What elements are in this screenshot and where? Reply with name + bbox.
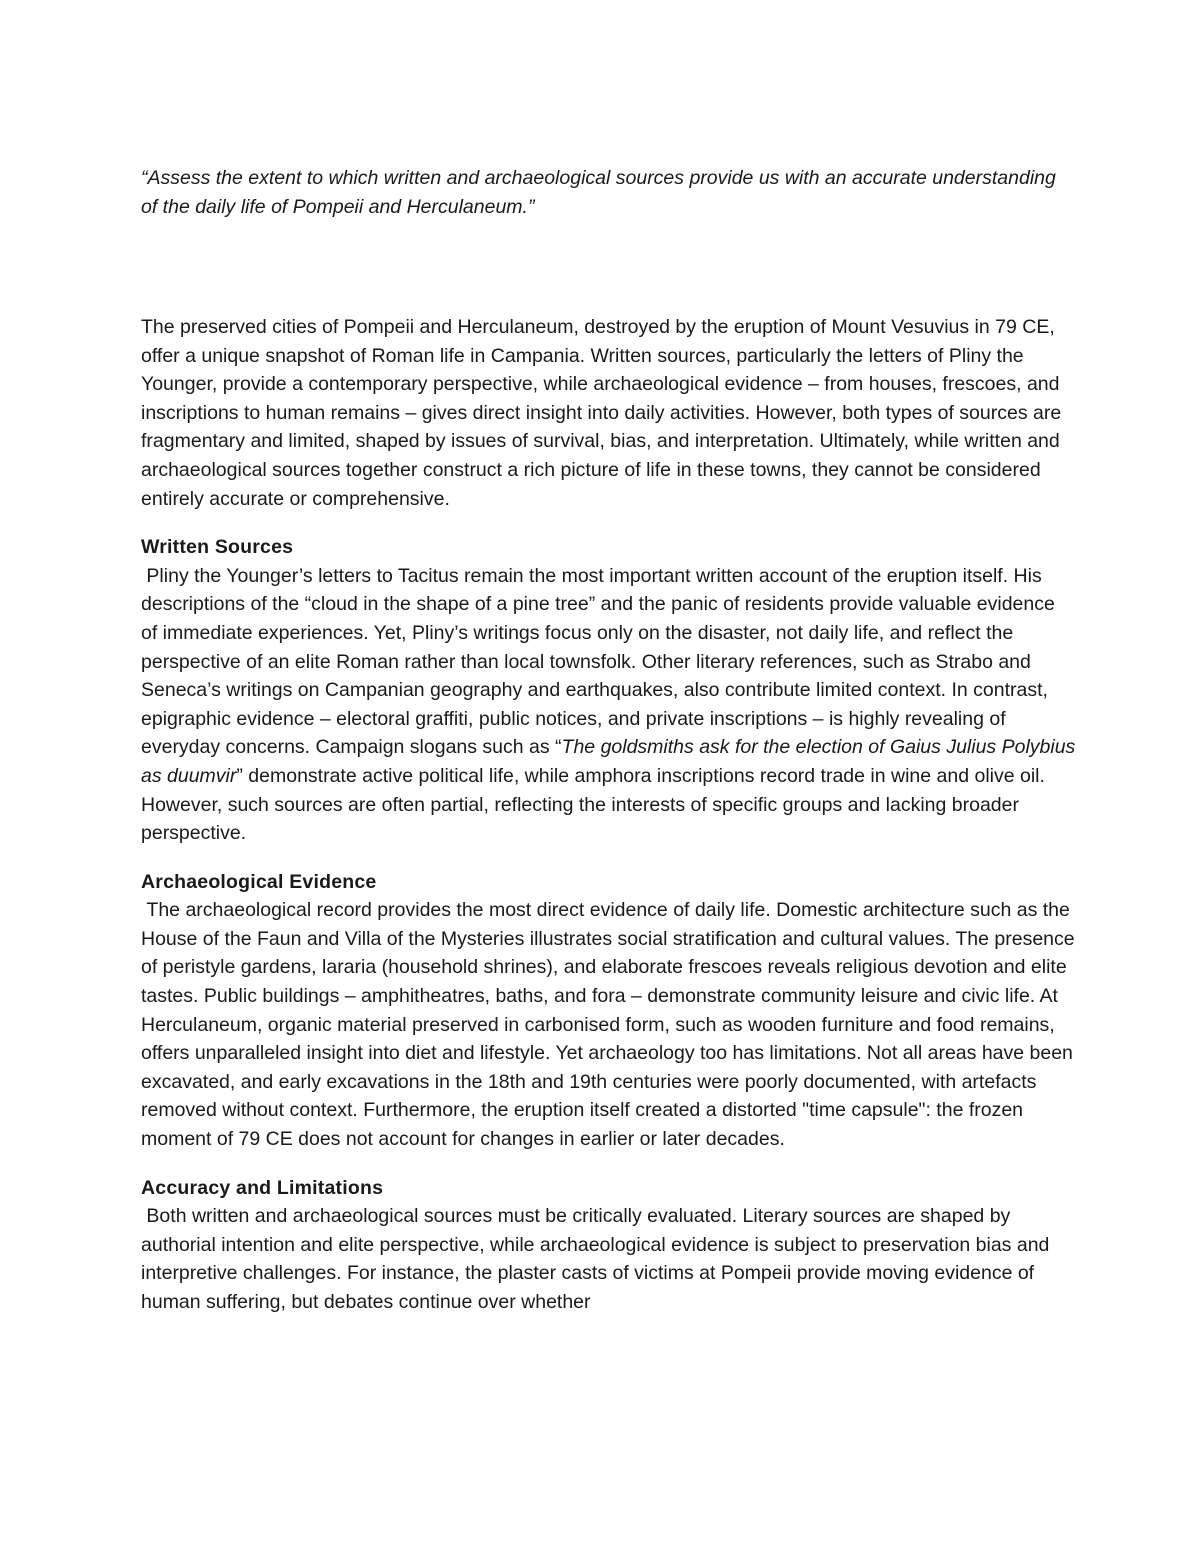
section-body (141, 1202, 1076, 1316)
section-body (141, 896, 1076, 1153)
intro-paragraph: The preserved cities of Pompeii and Herculaneum, destroyed by the eruption of Mount Vesuvius in 79 CE, offer a unique snapshot of Roman life in Campania. Written sources, particularly the letters of Pliny the Younger, provide a contemporary perspective, while archaeological evidence – from houses, frescoes, and inscriptions to human remains – gives direct insight into daily activities. However, both types of sources are fragmentary and limited, shaped by issues of survival, bias, and interpretation. Ultimately, while written and archaeological sources together construct a rich picture of life in these towns, they cannot be considered entirely accurate or comprehensive. (141, 316, 1062, 510)
section-heading: Written Sources (141, 536, 294, 559)
body-text: Pliny the Younger’s letters to Tacitus remain the most important written account of the eruption itself. His descriptions of the “cloud in the shape of a pine tree” and the panic of residents provide valuable evidence of immediate experiences. Yet, Pliny’s writings focus only on the disaster, not daily life, and reflect the perspective of an elite Roman rather than local townsfolk. Other literary references, such as Strabo and Seneca’s writings on Campanian geography and earthquakes, also contribute limited context. In contrast, epigraphic evidence – electoral graffiti, public notices, and private inscriptions – is highly revealing of everyday concerns. Campaign slogans such as “ (141, 564, 1055, 759)
body-text: The archaeological record provides the most direct evidence of daily life. Domestic architecture such as the House of the Faun and Villa of the Mysteries illustrates social stratification and cultural values. The presence of peristyle gardens, lararia (household shrines), and elaborate frescoes reveals religious devotion and elite tastes. Public buildings – amphitheatres, baths, and fora – demonstrate community leisure and civic life. At Herculaneum, organic material preserved in carbonised form, such as wooden furniture and food remains, offers unparalleled insight into diet and lifestyle. Yet archaeology too has limitations. Not all areas have been excavated, and early excavations in the 18th and 19th centuries were poorly documented, with artefacts removed without context. Furthermore, the eruption itself created a distorted "time capsule": the frozen moment of 79 CE does not account for changes in earlier or later decades. (141, 899, 1075, 1151)
section-accuracy-limitations (141, 1174, 1076, 1317)
section-heading: Accuracy and Limitations (141, 1176, 384, 1199)
campaign-slogan-quote: The goldsmiths ask for the election of Gaius Julius Polybius as duumvir (141, 736, 1076, 787)
body-text: Both written and archaeological sources must be critically evaluated. Literary sources are shaped by authorial intention and elite perspective, while archaeological evidence is subject to preservation bias and interpretive challenges. For instance, the plaster casts of victims at Pompeii provide moving evidence of human suffering, but debates continue over whether (141, 1205, 1050, 1313)
section-body (141, 562, 1076, 848)
section-archaeological-evidence (141, 868, 1076, 1154)
section-written-sources (141, 533, 1076, 848)
section-heading: Archaeological Evidence (141, 870, 377, 893)
essay-prompt: “Assess the extent to which written and archaeological sources provide us with an accurate understanding of the daily life of Pompeii and Herculaneum.” (141, 167, 1056, 218)
document-page (141, 164, 1076, 1317)
body-text: ” demonstrate active political life, while amphora inscriptions record trade in wine and olive oil. However, such sources are often partial, reflecting the interests of specific groups and lacking broader perspective. (141, 764, 1045, 845)
